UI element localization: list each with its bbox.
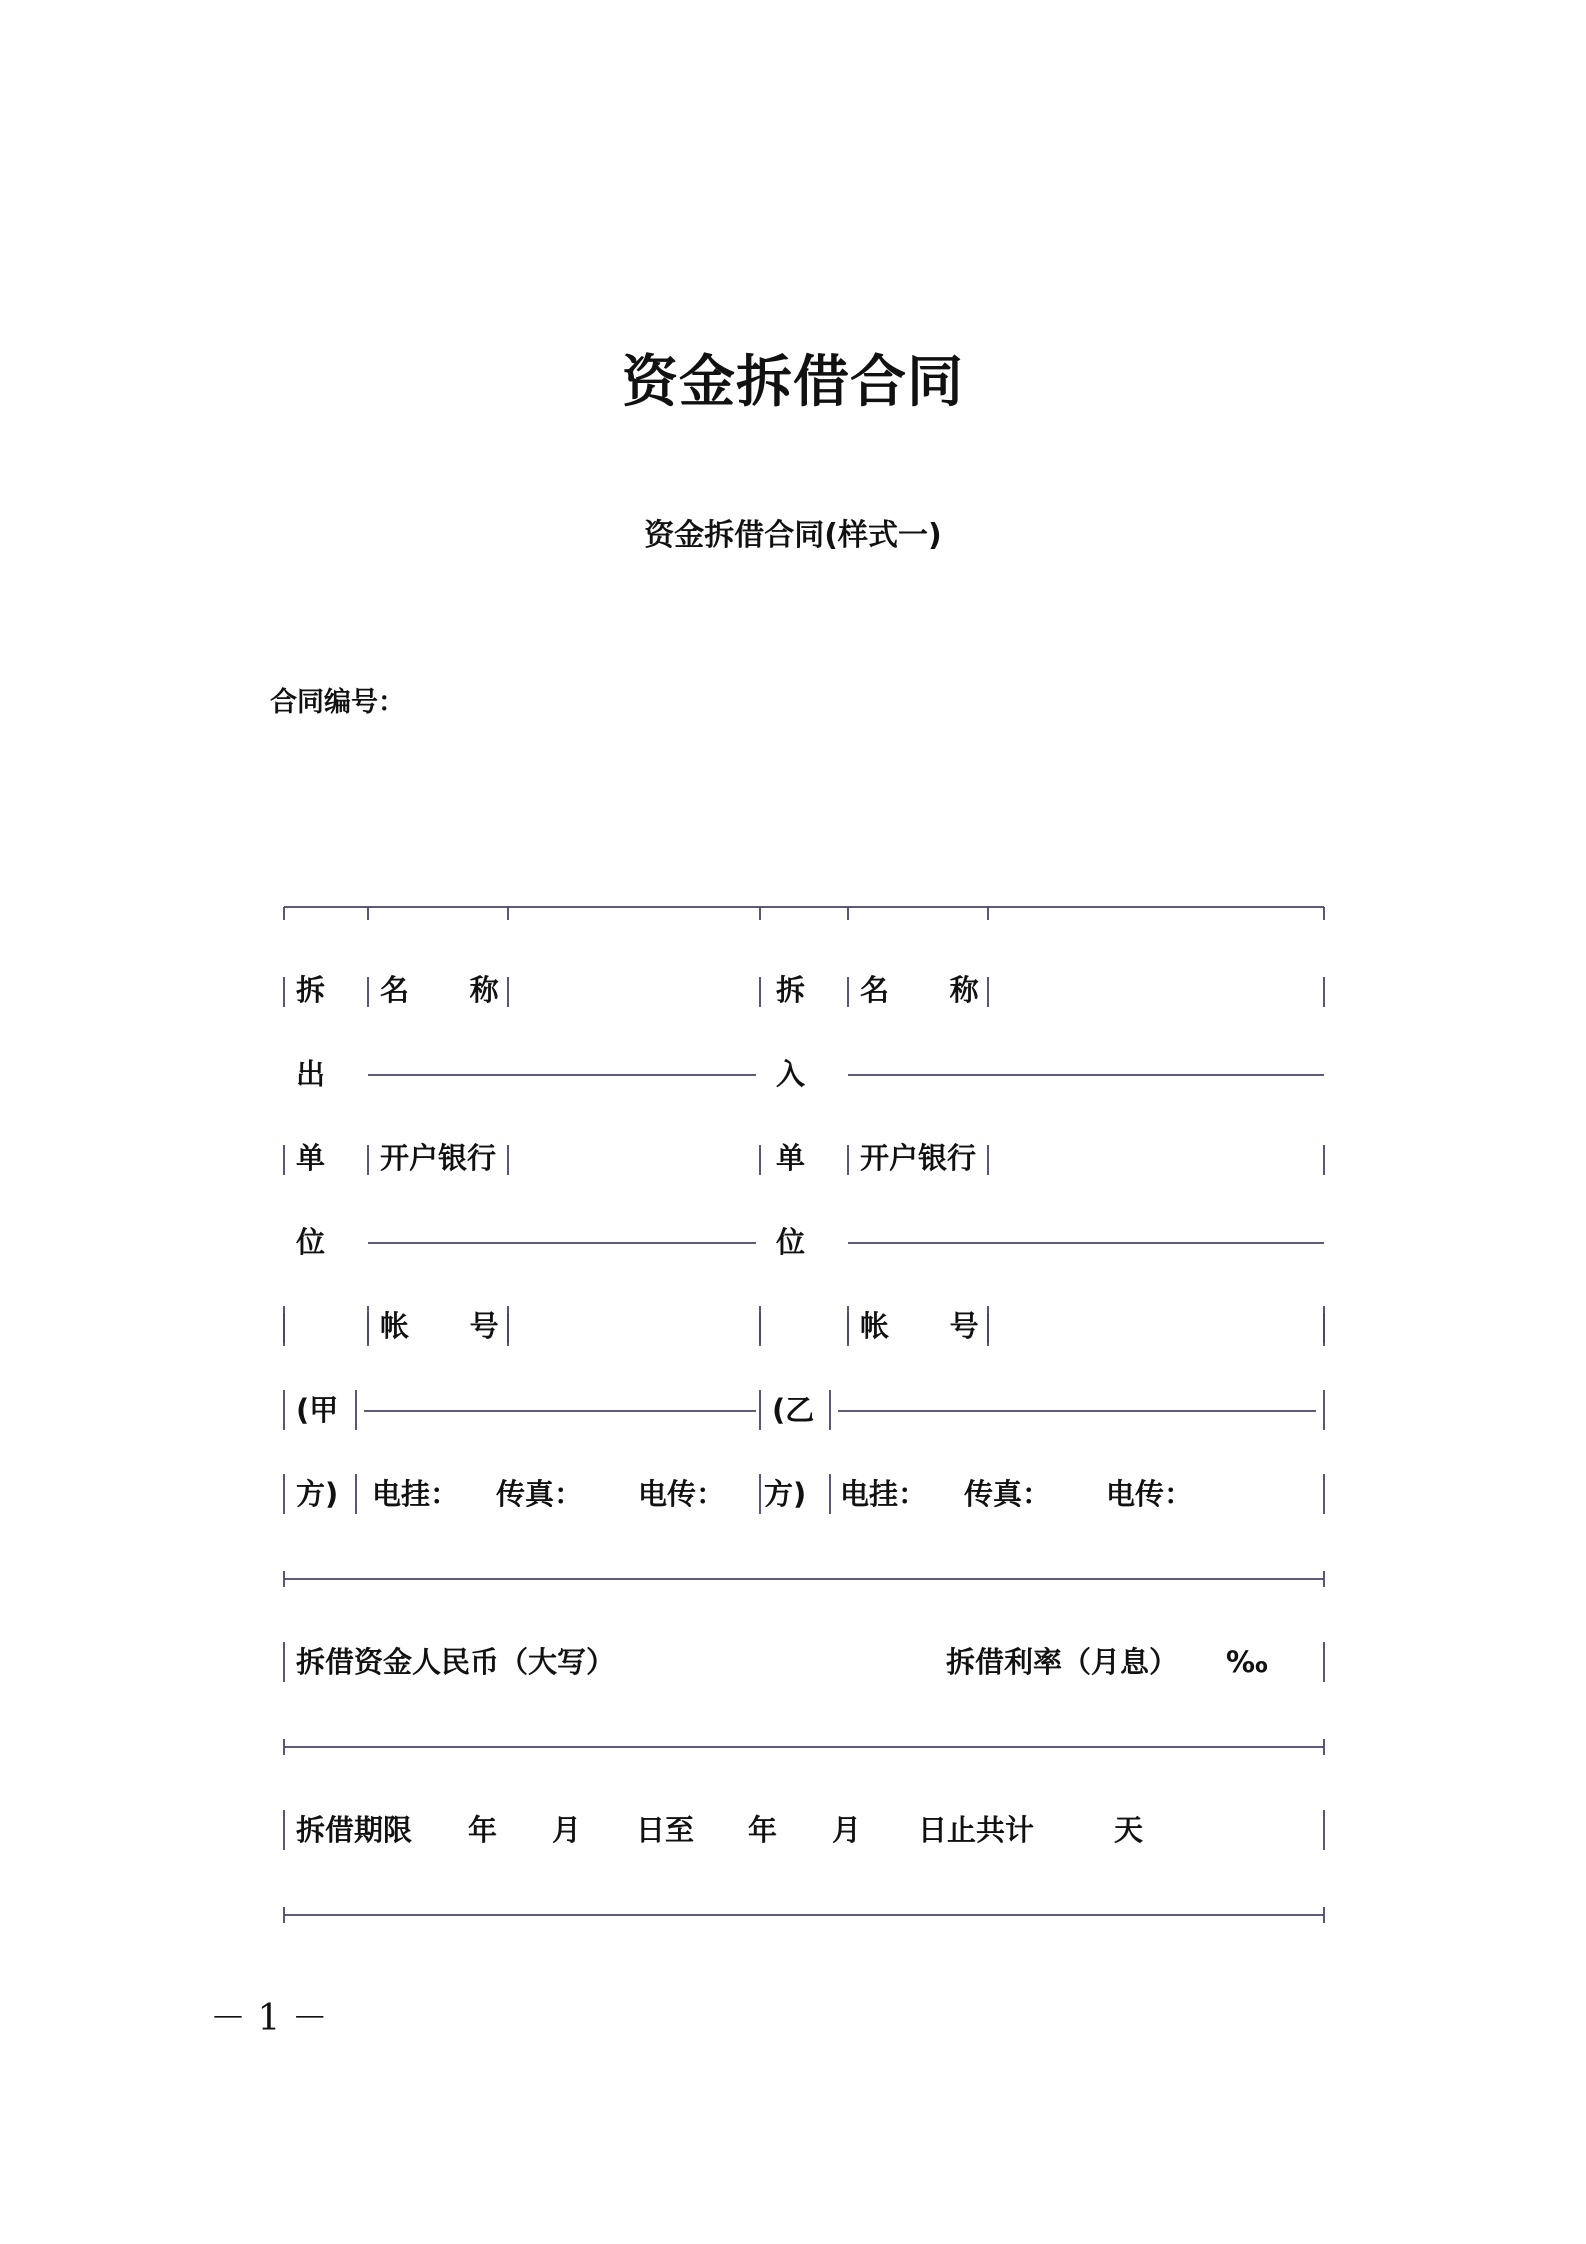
term-end-year: 年: [748, 1813, 778, 1847]
term-end-day-total: 日止共计: [918, 1813, 1035, 1847]
document-title: 资金拆借合同: [622, 350, 964, 415]
lender-phone-label: 电挂：: [372, 1477, 460, 1511]
page-number: － 1 －: [210, 1998, 328, 2039]
interest-rate-unit: ‰: [1226, 1645, 1268, 1679]
term-start-month: 月: [552, 1813, 582, 1847]
lender-party-open: (甲: [296, 1393, 339, 1427]
lender-account-label: 帐 号: [380, 1309, 499, 1343]
document-subtitle: 资金拆借合同(样式一): [644, 518, 942, 553]
term-start-year: 年: [468, 1813, 498, 1847]
lender-bank-label: 开户银行: [380, 1141, 497, 1175]
lender-col-char-2: 出: [296, 1057, 326, 1091]
lender-col-char-4: 位: [296, 1225, 326, 1259]
borrower-party-open: (乙: [772, 1393, 815, 1427]
borrower-col-char-3: 单: [776, 1141, 806, 1175]
lender-col-char-1: 拆: [296, 973, 326, 1007]
term-start-day-to: 日至: [636, 1813, 695, 1847]
term-days-unit: 天: [1114, 1813, 1144, 1847]
borrower-telex-label: 电传：: [1106, 1477, 1194, 1511]
interest-rate-label: 拆借利率（月息）: [946, 1645, 1179, 1679]
borrower-fax-label: 传真：: [964, 1477, 1052, 1511]
borrower-col-char-2: 入: [776, 1057, 806, 1091]
term-end-month: 月: [832, 1813, 862, 1847]
lender-telex-label: 电传：: [638, 1477, 726, 1511]
lender-fax-label: 传真：: [496, 1477, 584, 1511]
borrower-col-char-1: 拆: [776, 973, 806, 1007]
borrower-name-label: 名 称: [860, 973, 979, 1007]
borrower-party-close: 方): [764, 1477, 807, 1511]
lender-col-char-3: 单: [296, 1141, 326, 1175]
borrower-account-label: 帐 号: [860, 1309, 979, 1343]
lender-party-close: 方): [296, 1477, 339, 1511]
contract-number-label: 合同编号：: [270, 687, 405, 718]
borrower-phone-label: 电挂：: [840, 1477, 928, 1511]
lender-name-label: 名 称: [380, 973, 499, 1007]
borrower-bank-label: 开户银行: [860, 1141, 977, 1175]
loan-term-label: 拆借期限: [296, 1813, 413, 1847]
loan-amount-label: 拆借资金人民币（大写）: [296, 1645, 616, 1679]
borrower-col-char-4: 位: [776, 1225, 806, 1259]
